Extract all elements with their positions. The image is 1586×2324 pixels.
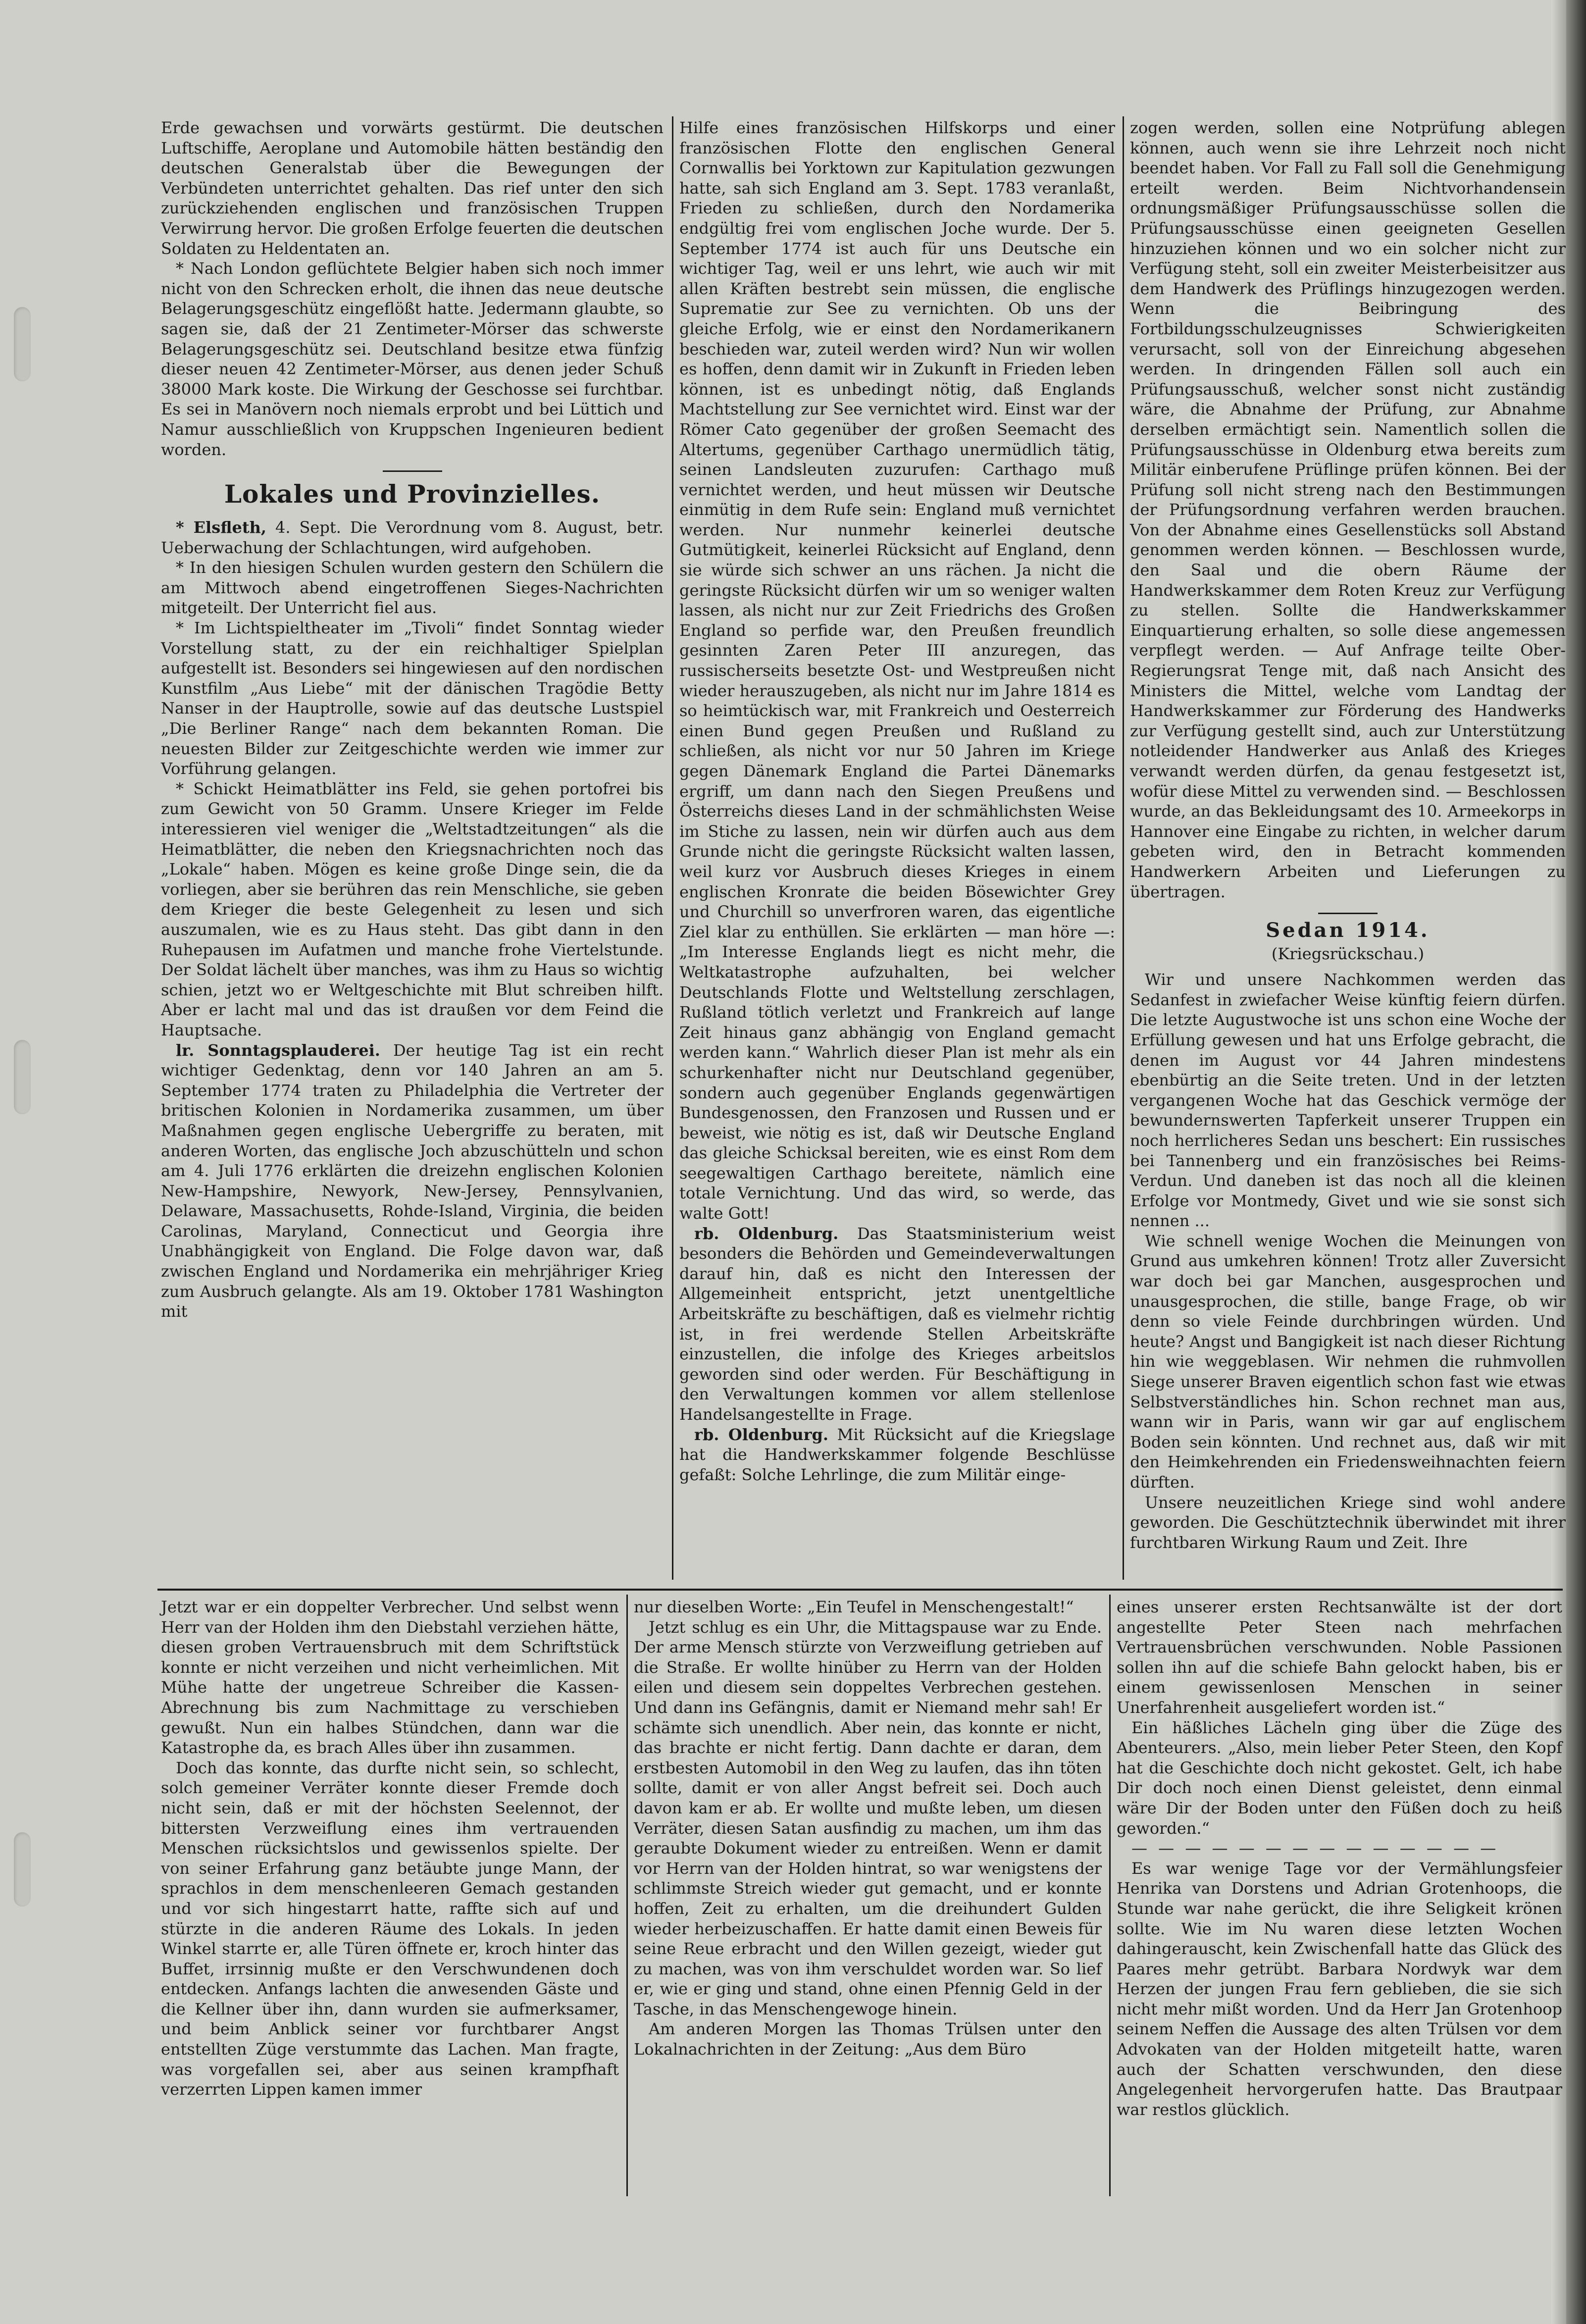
article-subtitle: (Kriegsrückschau.) [1271,944,1425,964]
news-item: * Schickt Heimatblätter ins Feld, sie gehen portofrei bis zum Gewicht von 50 Gramm. Unsere Krieger im Felde interessieren viel weniger die „Weltstadtzeitungen“ als die Heimatblätter, die neben den Kriegsnachrichten noch das „Lokale“ haben. Mögen es keine große Dinge sein, die da vorliegen, aber sie berühren das rein Menschliche, sie geben dem Krieger die beste Gelegenheit zu lesen und sich auszumalen, wie es zu Haus steht. Das gibt dann in den Ruhepausen im Aufatmen und manche frohe Viertelstunde. Der Soldat lächelt über manches, was ihm zu Haus so wichtig schien, jetzt wo er Weltgeschichte mit Blut schreiben hilft. Aber er lacht mal und das ist draußen vor dem Feind die Hauptsache. [161,779,664,1039]
binding-hole [14,1040,31,1114]
column-rule [672,116,673,1580]
binding-hole [14,1832,31,1907]
serial-paragraph: nur dieselben Worte: „Ein Teufel in Menschengestalt!“ [634,1598,1074,1616]
serial-paragraph: Jetzt schlug es ein Uhr, die Mittagspause war zu Ende. Der arme Mensch stürzte von Verzweiflung getrieben auf die Straße. Er wollte hinüber zu Herrn van der Holden eilen und diesem sein doppeltes Verbrechen gestehen. Und dann ins Gefängnis, damit er Niemand mehr sah! Er schämte sich unendlich. Aber nein, das konnte er nicht, das brachte er nicht fertig. Dann dachte er daran, dem erstbesten Automobil in den Weg zu laufen, das ihn töten sollte, damit er von aller Angst befreit sei. Doch auch davon kam er ab. Er wollte und mußte leben, um diesen Verräter, diesen Satan ausfindig zu machen, um ihm das geraubte Dokument wieder zu entreißen. Wenn er damit vor Herrn van der Holden hintrat, so war wenigstens der schlimmste Streich wieder gut gemacht, und er konnte hoffen, Zeit zu erhalten, um die dreihundert Gulden wieder herbeizuschaffen. Er hatte damit einen Beweis für seine Reue erbracht und den Willen gezeigt, wieder gut zu machen, was von ihm verschuldet worden war. So lief er, wie er ging und stand, ohne einen Pfennig Geld in der Tasche, in das Menschengewoge hinein. [634,1617,1102,2018]
serial-paragraph: Doch das konnte, das durfte nicht sein, so schlecht, solch gemeiner Verräter konnte dieser Fremde doch nicht sein, daß er mit der höchsten Seelennot, der bittersten Verzweiflung eines ihm vertrauenden Menschen rücksichtslos und gewissenlos spielte. Der von seiner Erfahrung ganz betäubte junge Mann, der sprachlos in dem menschenleeren Gemach gestanden und vor sich hingestarrt hatte, raffte sich auf und stürzte in die anderen Räume des Lokals. In jeden Winkel starrte er, alle Türen öffnete er, kroch hinter das Buffet, irrsinnig mußte er den Verschwundenen doch entdecken. Anfangs lachten die anwesenden Gäste und die Kellner über ihn, dann wurden sie aufmerksamer, und beim Anblick seiner vor furchtbarer Angst entstellten Züge verstummte das Lachen. Man fragte, was vorgefallen sei, aber aus seinen krampfhaft verzerrten Lippen kamen immer [161,1758,619,2099]
serial-column-1 [161,1597,619,2100]
column-rule [626,1595,628,2196]
column-rule [1109,1595,1111,2196]
serial-column-2 [634,1597,1102,2060]
scene-break: — — — — — — — — — — — — — — [1131,1839,1499,1858]
upper-column-2 [679,118,1115,1485]
serial-paragraph: Jetzt war er ein doppelter Verbrecher. Und selbst wenn Herr van der Holden ihm den Diebstahl verziehen hätte, diesen groben Vertrauensbruch mit dem Schriftstück konnte er nicht verzeihen und nicht verheimlichen. Mit Mühe hatte der ungetreue Schreiber die Kassen-Abrechnung bis zum Nachmittage zu verschieben gewußt. Nun ein halbes Stündchen, dann war die Katastrophe da, es brach Alles über ihn zusammen. [161,1598,619,1757]
article-paragraph: zogen werden, sollen eine Notprüfung ablegen können, auch wenn sie ihre Lehrzeit noch nicht beendet haben. Vor Fall zu Fall soll die Genehmigung erteilt werden. Beim Nichtvorhandensein ordnungsmäßiger Prüfungsausschüsse sollen die Prüfungsausschüsse einen geeigneten Gesellen hinzuziehen können und wo ein solcher nicht zur Verfügung steht, soll ein zweiter Meisterbeisitzer aus dem Handwerk des Prüflings hinzugezogen werden. Wenn die Beibringung des Fortbildungsschulzeugnisses Schwierigkeiten verursacht, soll von der Einreichung abgesehen werden. In dringenden Fällen soll auch ein Prüfungsausschuß, welcher sonst nicht zuständig wäre, die Abnahme der Prüfung, zur Abnahme derselben ermächtigt sein. Namentlich sollen die Prüfungsausschüsse in Oldenburg etwa bereits zum Militär einberufene Prüflinge prüfen können. Bei der Prüfung soll nicht streng nach den Bestimmungen der Prüfungsordnung verfahren werden brauchen. Von der Abnahme eines Gesellenstücks soll Abstand genommen werden können. — Beschlossen wurde, den Saal und die obern Räume der Handwerkskammer dem Roten Kreuz zur Verfügung zu stellen. Sollte die Handwerkskammer Einquartierung erhalten, so solle diese angemessen verpflegt werden. — Auf Anfrage teilte Ober-Regierungsrat Tenge mit, daß nach Ansicht des Ministers die Mittel, welche vom Landtag der Handwerkskammer zur Förderung des Handwerks zur Verfügung gestellt sind, auch zur Unterstützung notleidender Handwerker aus Anlaß des Krieges verwandt werden dürfen, da genau festgesetzt ist, wofür diese Mittel zu verwenden sind. — Beschlossen wurde, an das Bekleidungsamt des 10. Armeekorps in Hannover eine Eingabe zu richten, in welcher darum gebeten wird, den in Betracht kommenden Handwerkern Arbeiten und Lieferungen zu übertragen. [1130,118,1566,901]
news-item: * Elsfleth, 4. Sept. Die Verordnung vom 8. August, betr. Ueberwachung der Schlachtungen, wird aufgehoben. [161,518,664,557]
news-item: * Im Lichtspieltheater im „Tivoli“ findet Sonntag wieder Vorstellung statt, zu der ein reichhaltiger Spielplan aufgestellt ist. Besonders sei hingewiesen auf den nordischen Kunstfilm „Aus Liebe“ mit der dänischen Tragödie Betty Nanser in der Hauptrolle, sowie auf das deutsche Lustspiel „Die Berliner Range“ nach dem bekannten Roman. Die neuesten Bilder zur Zeitgeschichte werden wie immer zur Vorführung gelangen. [161,619,664,778]
serial-paragraph: Am anderen Morgen las Thomas Trülsen unter den Lokalnachrichten in der Zeitung: „Aus dem Büro [634,2019,1102,2059]
article-paragraph: Erde gewachsen und vorwärts gestürmt. Die deutschen Luftschiffe, Aeroplane und Automobile hätten beständig den deutschen Generalstab über die Bewegungen der Verbündeten unterrichtet gehalten. Das rief unter den sich zurückziehenden englischen und französischen Truppen Verwirrung hervor. Die großen Erfolge feuerten die deutschen Soldaten zu Heldentaten an. [161,118,664,258]
short-rule [383,470,442,472]
serial-paragraph: Ein häßliches Lächeln ging über die Züge des Abenteurers. „Also, mein lieber Peter Steen, den Kopf hat die Geschichte doch nicht gekostet. Gelt, ich habe Dir doch noch einen Dienst geleistet, denn einmal wäre Dir der Boden unter den Füßen doch zu heiß geworden.“ [1117,1718,1562,1838]
article-paragraph: Hilfe eines französischen Hilfskorps und einer französischen Flotte den englischen General Cornwallis bei Yorktown zur Kapitulation gezwungen hatte, sah sich England am 3. Sept. 1783 veranlaßt, Frieden zu schließen, durch den Nordamerika endgültig frei vom englischen Joche wurde. Der 5. September 1774 ist auch für uns Deutsche ein wichtiger Tag, weil er uns lehrt, wie auch wir mit allen Kräften bestrebt sein müssen, die englische Suprematie zur See zu vernichten. Ob uns der gleiche Erfolg, wie er einst den Nordamerikanern beschieden war, zuteil werden wird? Nun wir wollen es hoffen, denn damit wir in Zukunft in Frieden leben können, ist es unbedingt nötig, daß Englands Machtstellung zur See vernichtet wird. Einst war der Römer Cato gegenüber der großen Seemacht des Altertums, gegenüber Carthago unermüdlich tätig, seinen Landsleuten zuzurufen: Carthago muß vernichtet werden, und heut müssen wir Deutsche einmütig in dem Rufe sein: England muß vernichtet werden. Nur nunmehr keinerlei deutsche Gutmütigkeit, keinerlei Rücksicht auf England, denn sie würde sich schwer an uns rächen. Ja nicht die geringste Rücksicht dürfen wir um so weniger walten lassen, als nicht nur zur Zeit Friedrichs des Großen England so perfide war, den Preußen freundlich gesinnten Zaren Peter III anzuregen, das russischerseits besetzte Ost- und Westpreußen nicht wieder herauszugeben, als nicht nur im Jahre 1814 es so heimtückisch war, mit Frankreich und Oesterreich einen Bund gegen Preußen und Rußland zu schließen, als nicht vor nur 50 Jahren im Kriege gegen Dänemark England die Partei Dänemarks ergriff, um dann nach den Siegen Preußens und Österreichs dieses Land in der schmählichsten Weise im Stiche zu lassen, nein wir dürfen auch aus dem Grunde nicht die geringste Rücksicht walten lassen, weil kurz vor Ausbruch dieses Krieges in einem englischen Kronrate die beiden Bösewichter Grey und Churchill so unverfroren waren, das eigentliche Ziel klar zu enthüllen. Sie erklärten — man höre —: „Im Interesse Englands liegt es nicht mehr, die Weltkatastrophe aufzuhalten, bei welcher Deutschlands Flotte und Weltstellung zerschlagen, Rußland tötlich verletzt und Frankreich auf lange Zeit hinaus ganz abhängig von England gemacht werden kann.“ Wahrlich dieser Plan ist mehr als ein schurkenhafter nicht nur Deutschland gegenüber, sondern auch gegenüber Englands gegenwärtigen Bundesgenossen, den Franzosen und Russen und er beweist, wie nötig es ist, daß wir Deutsche England das gleiche Schicksal bereiten, wie es einst Rom dem seegewaltigen Carthago bereitete, nämlich eine totale Vernichtung. Und das wird, so werde, das walte Gott! [679,118,1115,1223]
article-paragraph: Wir und unsere Nachkommen werden das Sedanfest in zwiefacher Weise künftig feiern dürfen. Die letzte Augustwoche ist uns schon eine Woche der Erfüllung gewesen und hat uns Erfolge gebracht, die denen im August vor 44 Jahren mindestens ebenbürtig an die Seite treten. Und in der letzten vergangenen Woche hat das Geschick vermöge der bewundernswerten Tapferkeit unserer Truppen ein noch herrlicheres Sedan uns beschert: Ein russisches bei Tannenberg und ein französisches bei Reims-Verdun. Und daneben ist das noch all die kleinen Erfolge vor Montmedy, Givet und wie sie sonst sich nennen ... [1130,970,1566,1231]
upper-column-3 [1130,118,1566,1552]
section-divider [157,1589,1563,1591]
article-paragraph: Wie schnell wenige Wochen die Meinungen von Grund aus umkehren können! Trotz aller Zuversicht war doch bei gar Manchen, ausgesprochen und unausgesprochen, die stille, bange Frage, ob wir denn so viele Feinde durchbringen würden. Und heute? Angst und Bangigkeit ist nach dieser Richtung hin wie weggeblasen. Wir nehmen die ruhmvollen Siege unserer Braven eigentlich schon fast wie etwas Selbstverständliches hin. Schon rechnet man aus, wann wir in Paris, wann wir gar auf englischem Boden sein könnten. Und rechnet aus, daß wir mit den Heimkehrenden ein Friedensweihnachten feiern dürften. [1130,1231,1566,1492]
serial-paragraph: Es war wenige Tage vor der Vermählungsfeier Henrika van Dorstens und Adrian Grotenhoops, die Stunde war nahe gerückt, die ihre Seligkeit krönen sollte. Wie im Nu waren diese letzten Wochen dahingerauscht, kein Zwischenfall hatte das Glück des Paares mehr getrübt. Barbara Nordwyk war dem Herzen der jungen Frau fern geblieben, die sie sich nicht mehr mißt worden. Und da Herr Jan Grotenhoop seinem Neffen die Aussage des alten Trülsen vor dem Advokaten van der Holden mitgeteilt hatte, waren auch der Schatten verschwunden, den diese Angelegenheit hervorgerufen hatte. Das Brautpaar war restlos glücklich. [1117,1859,1562,2119]
short-rule [1318,913,1378,914]
news-item: * In den hiesigen Schulen wurden gestern den Schülern die am Mittwoch abend eingetroffenen Sieges-Nachrichten mitgeteilt. Der Unterricht fiel aus. [161,558,664,618]
serial-paragraph: eines unserer ersten Rechtsanwälte ist der dort angestellte Peter Steen nach mehrfachen Vertrauensbrüchen verschwunden. Noble Passionen sollen ihn auf die schiefe Bahn gelockt haben, bis er einem gewissenlosen Menschen in seiner Unerfahrenheit ausgeliefert worden ist.“ [1117,1598,1562,1717]
page-edge [1566,0,1586,2324]
article-paragraph: Unsere neuzeitlichen Kriege sind wohl andere geworden. Die Geschütztechnik überwindet mit ihrer furchtbaren Wirkung Raum und Zeit. Ihre [1130,1493,1566,1552]
column-rule [1123,116,1124,1580]
article-title: Sedan 1914. [1266,919,1430,942]
section-heading: Lokales und Provinzielles. [224,479,601,509]
article-paragraph: * Nach London geflüchtete Belgier haben sich noch immer nicht von den Schrecken erholt, die ihnen das neue deutsche Belagerungsgeschütz eingeflößt hatte. Jedermann glaubte, so sagen sie, daß der 21 Zentimeter-Mörser das schwerste Belagerungsgeschütz sei. Deutschland besitze etwa fünfzig dieser neuen 42 Zentimeter-Mörser, aus denen jeder Schuß 38000 Mark koste. Die Wirkung der Geschosse sei furchtbar. Es sei in Manövern noch niemals erprobt und bei Lüttich und Namur ausschließlich von Kruppschen Ingenieuren bedient worden. [161,259,664,459]
serial-column-3 [1117,1597,1562,2119]
news-item: rb. Oldenburg. Mit Rücksicht auf die Kriegslage hat die Handwerkskammer folgende Beschlüsse gefaßt: Solche Lehrlinge, die zum Militär einge- [679,1425,1116,1484]
news-item: lr. Sonntagsplauderei. Der heutige Tag ist ein recht wichtiger Gedenktag, denn vor 140 Jahren an am 5. September 1774 traten zu Philadelphia die Vertreter der britischen Kolonien in Nordamerika zusammen, um über Maßnahmen gegen englische Uebergriffe zu beraten, mit anderen Worten, das englische Joch abzuschütteln und schon am 4. Juli 1776 erklärten die dreizehn englischen Kolonien New-Hampshire, Newyork, New-Jersey, Pennsylvanien, Delaware, Massachusetts, Rohde-Island, Virginia, die beiden Carolinas, Maryland, Connecticut und Georgia ihre Unabhängigkeit von England. Die Folge davon war, daß zwischen England und Nordamerika ein mehrjähriger Krieg zum Ausbruch gelangte. Als am 19. Oktober 1781 Washington mit [161,1040,664,1321]
binding-hole [14,307,31,381]
upper-column-1 [161,118,664,1322]
news-item: rb. Oldenburg. Das Staatsministerium weist besonders die Behörden und Gemeindeverwaltungen darauf hin, daß es nicht den Interessen der Allgemeinheit entspricht, jetzt unentgeltliche Arbeitskräfte zu beschäftigen, daß es vielmehr richtig ist, in frei werdende Stellen Arbeitskräfte einzustellen, die infolge des Krieges arbeitslos geworden sind oder werden. Für Beschäftigung in den Verwaltungen kommen vor allem stellenlose Handelsangestellte in Frage. [679,1224,1116,1424]
